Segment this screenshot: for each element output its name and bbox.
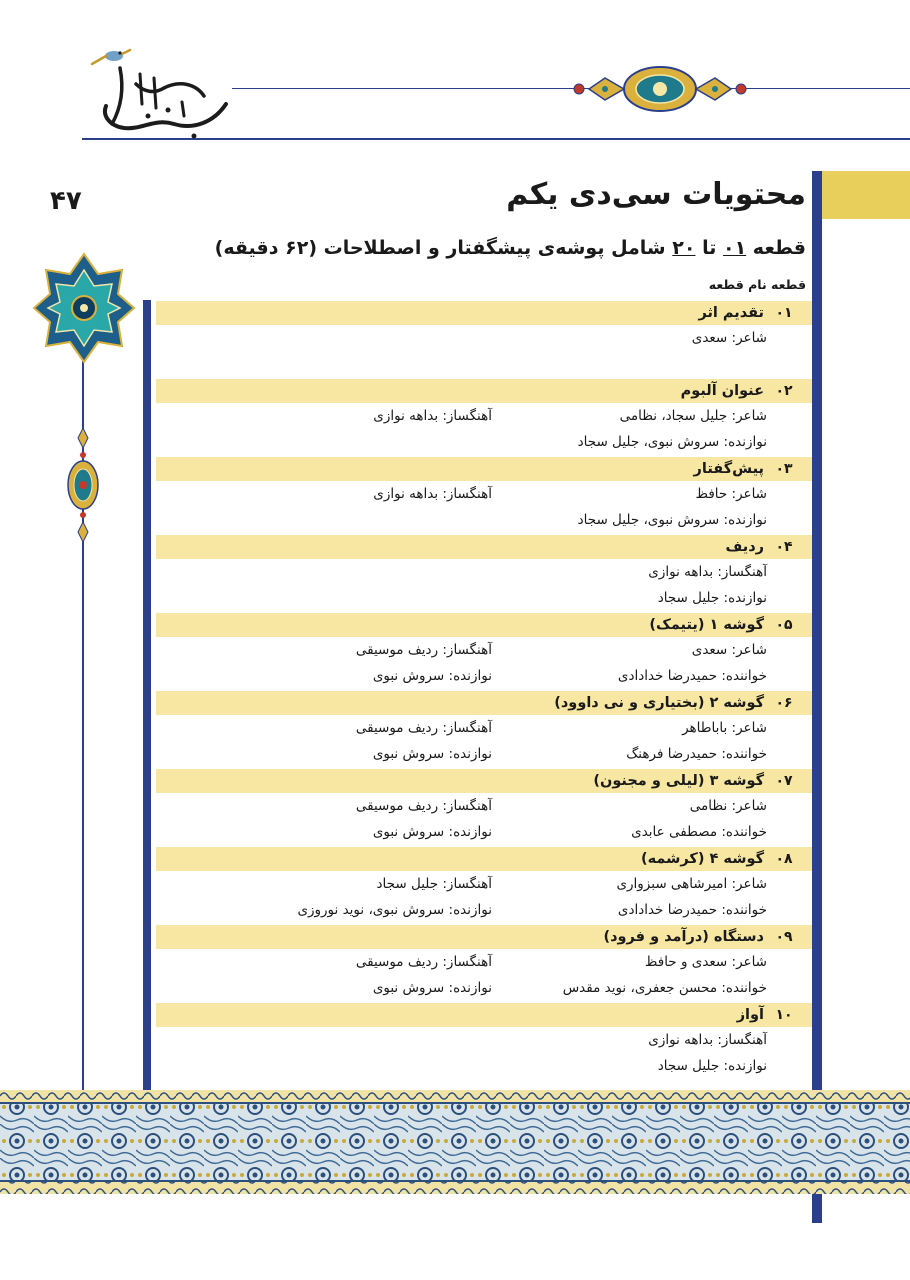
credit-secondary: نوازنده: سروش نبوی، جلیل سجاد bbox=[577, 434, 767, 450]
credit-composer: آهنگساز: ردیف موسیقی bbox=[355, 642, 492, 658]
title-gold-tab bbox=[822, 171, 910, 219]
subtitle-prefix: قطعه bbox=[752, 237, 806, 259]
track-number: ۰۶ bbox=[775, 695, 793, 711]
floral-tile-border-icon bbox=[0, 1090, 910, 1194]
subtitle-to: ۲۰ bbox=[672, 237, 696, 259]
credit-performer: نوازنده: سروش نبوی bbox=[372, 668, 492, 684]
track-heading-row bbox=[156, 457, 812, 481]
credit-primary: شاعر: سعدی bbox=[691, 642, 767, 658]
track-details bbox=[156, 949, 812, 1003]
arabesque-ornament-icon bbox=[565, 64, 755, 114]
track-heading-row bbox=[156, 1003, 812, 1027]
track-item bbox=[156, 457, 812, 535]
track-item bbox=[156, 691, 812, 769]
left-rule bbox=[82, 300, 84, 1090]
track-number: ۰۸ bbox=[775, 851, 793, 867]
track-title: دستگاه (درآمد و فرود) bbox=[603, 929, 764, 945]
track-heading-row bbox=[156, 379, 812, 403]
credit-composer: آهنگساز: بداهه نوازی bbox=[373, 486, 492, 502]
track-number: ۰۲ bbox=[775, 383, 793, 399]
track-list bbox=[156, 301, 812, 1081]
credit-primary: شاعر: سعدی و حافظ bbox=[644, 954, 767, 970]
credit-composer: آهنگساز: ردیف موسیقی bbox=[355, 720, 492, 736]
track-title: پیش‌گفتار bbox=[693, 461, 764, 477]
track-title: تقدیم اثر bbox=[698, 305, 764, 321]
track-item bbox=[156, 925, 812, 1003]
track-number: ۰۳ bbox=[775, 461, 793, 477]
calligraphy-bird-logo-icon bbox=[84, 44, 234, 140]
credit-secondary: خواننده: حمیدرضا فرهنگ bbox=[626, 746, 767, 762]
track-heading-row bbox=[156, 535, 812, 559]
track-title: ردیف bbox=[725, 539, 764, 555]
track-details bbox=[156, 403, 812, 457]
credit-secondary: نوازنده: سروش نبوی، جلیل سجاد bbox=[577, 512, 767, 528]
persian-tile-medallion-icon bbox=[32, 252, 136, 364]
track-item bbox=[156, 769, 812, 847]
track-details bbox=[156, 1027, 812, 1081]
page-title: محتویات سی‌دی یکم bbox=[506, 177, 806, 212]
credit-primary: شاعر: باباطاهر bbox=[682, 720, 767, 736]
track-number: ۰۵ bbox=[775, 617, 793, 633]
track-item bbox=[156, 301, 812, 379]
track-item bbox=[156, 535, 812, 613]
credit-secondary: خواننده: محسن جعفری، نوید مقدس bbox=[562, 980, 767, 996]
arabesque-pendant-icon bbox=[66, 428, 100, 542]
track-title: گوشه ۴ (کرشمه) bbox=[640, 851, 764, 867]
page-number: ۴۷ bbox=[50, 186, 82, 216]
subtitle-from: ۰۱ bbox=[722, 237, 747, 259]
track-title: آواز bbox=[736, 1007, 764, 1023]
credit-secondary: نوازنده: جلیل سجاد bbox=[657, 590, 767, 606]
track-title: گوشه ۲ (بختیاری و نی داوود) bbox=[554, 695, 764, 711]
track-item bbox=[156, 379, 812, 457]
track-details bbox=[156, 715, 812, 769]
credit-composer: آهنگساز: ردیف موسیقی bbox=[355, 954, 492, 970]
track-details bbox=[156, 325, 812, 379]
track-details bbox=[156, 481, 812, 535]
track-heading-row bbox=[156, 769, 812, 793]
credit-performer: نوازنده: سروش نبوی bbox=[372, 980, 492, 996]
credit-primary: آهنگساز: بداهه نوازی bbox=[648, 1032, 767, 1048]
track-title: گوشه ۱ (یتیمک) bbox=[649, 617, 764, 633]
track-details bbox=[156, 793, 812, 847]
subtitle-rest: شامل پوشه‌ی پیشگفتار و اصطلاحات (۶۲ دقیقه) bbox=[214, 237, 666, 259]
section-subtitle bbox=[215, 237, 806, 259]
track-item bbox=[156, 613, 812, 691]
track-number: ۰۴ bbox=[775, 539, 793, 555]
track-item bbox=[156, 847, 812, 925]
credit-performer: نوازنده: سروش نبوی، نوید نوروزی bbox=[297, 902, 492, 918]
credit-composer: آهنگساز: بداهه نوازی bbox=[373, 408, 492, 424]
track-item bbox=[156, 1003, 812, 1081]
credit-composer: آهنگساز: ردیف موسیقی bbox=[355, 798, 492, 814]
track-heading-row bbox=[156, 925, 812, 949]
credit-performer: نوازنده: سروش نبوی bbox=[372, 746, 492, 762]
track-heading-row bbox=[156, 613, 812, 637]
track-heading-row bbox=[156, 691, 812, 715]
credit-composer: آهنگساز: جلیل سجاد bbox=[376, 876, 492, 892]
credit-primary: شاعر: سعدی bbox=[691, 330, 767, 346]
column-header: قطعه نام قطعه bbox=[708, 277, 806, 292]
track-details bbox=[156, 559, 812, 613]
title-accent-bar bbox=[812, 171, 822, 1223]
track-title: گوشه ۳ (لیلی و مجنون) bbox=[593, 773, 764, 789]
content-accent-bar bbox=[143, 300, 151, 1090]
credit-secondary: خواننده: حمیدرضا خدادادی bbox=[617, 902, 767, 918]
track-heading-row bbox=[156, 301, 812, 325]
credit-primary: شاعر: نظامی bbox=[689, 798, 767, 814]
credit-secondary: نوازنده: جلیل سجاد bbox=[657, 1058, 767, 1074]
track-details bbox=[156, 637, 812, 691]
credit-primary: آهنگساز: بداهه نوازی bbox=[648, 564, 767, 580]
track-title: عنوان آلبوم bbox=[680, 383, 764, 399]
credit-primary: شاعر: امیرشاهی سبزواری bbox=[616, 876, 767, 892]
track-number: ۱۰ bbox=[775, 1007, 793, 1023]
credit-secondary: خواننده: مصطفی عابدی bbox=[631, 824, 767, 840]
credit-performer: نوازنده: سروش نبوی bbox=[372, 824, 492, 840]
credit-primary: شاعر: جلیل سجاد، نظامی bbox=[619, 408, 767, 424]
track-number: ۰۱ bbox=[775, 305, 793, 321]
track-number: ۰۷ bbox=[775, 773, 793, 789]
subtitle-to-word: تا bbox=[702, 237, 717, 259]
credit-secondary: خواننده: حمیدرضا خدادادی bbox=[617, 668, 767, 684]
credit-primary: شاعر: حافظ bbox=[695, 486, 767, 502]
track-heading-row bbox=[156, 847, 812, 871]
track-number: ۰۹ bbox=[775, 929, 793, 945]
track-details bbox=[156, 871, 812, 925]
